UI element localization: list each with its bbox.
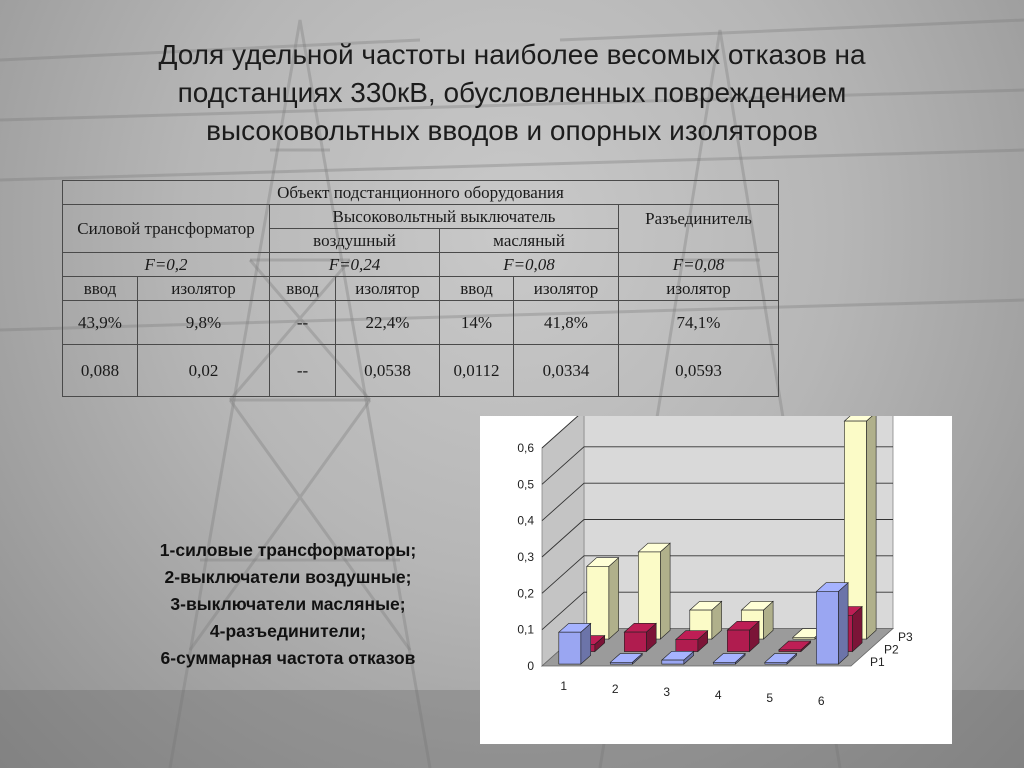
failure-table: [62, 180, 779, 397]
col-header: изолятор: [336, 277, 440, 301]
x-tick-label: 3: [663, 685, 671, 699]
chart-panel: [480, 416, 952, 744]
series-label: P2: [884, 642, 899, 657]
bar-chart-3d: [480, 416, 952, 744]
bar-p2-cat-5: [779, 650, 801, 652]
col-header: изолятор: [619, 277, 779, 301]
bar-p1-cat-6: [816, 592, 838, 665]
group-disconnector: Разъединитель: [619, 205, 779, 253]
percent-cell: 22,4%: [336, 301, 440, 345]
x-tick-label: 4: [714, 688, 722, 702]
value-cell: 0,088: [63, 345, 138, 397]
y-tick-label: 0,5: [517, 477, 534, 492]
value-cell: 0,0334: [514, 345, 619, 397]
percent-cell: 14%: [440, 301, 514, 345]
col-header: изолятор: [138, 277, 270, 301]
percent-cell: 9,8%: [138, 301, 270, 345]
y-tick-label: 0,6: [517, 441, 534, 455]
bar-p2-cat-2: [624, 632, 646, 652]
table-header: Объект подстанционного оборудования: [63, 181, 779, 205]
series-label: P3: [898, 629, 913, 644]
y-tick-label: 0,1: [517, 622, 534, 637]
col-header: ввод: [270, 277, 336, 301]
category-legend: [108, 537, 468, 672]
slide-title: [62, 36, 962, 150]
title-line-2: подстанциях 330кВ, обусловленных повреждением: [177, 77, 847, 108]
series-label: P1: [870, 654, 885, 669]
legend-line: 2-выключатели воздушные;: [164, 567, 412, 587]
x-tick-label: 1: [560, 679, 568, 693]
title-line-3: высоковольтных вводов и опорных изоляторов: [206, 115, 818, 146]
bar-p3-cat-5: [793, 637, 815, 639]
group-breaker: Высоковольтный выключатель: [270, 205, 619, 229]
bar-p3-cat-1-side: [609, 558, 619, 639]
sub-oil: масляный: [440, 229, 619, 253]
percent-cell: 74,1%: [619, 301, 779, 345]
percent-cell: 41,8%: [514, 301, 619, 345]
y-tick-label: 0,4: [517, 513, 534, 528]
y-tick-label: 0,2: [517, 586, 534, 601]
f-transformer: F=0,2: [63, 253, 270, 277]
bar-p1-cat-1: [559, 632, 581, 664]
f-oil: F=0,08: [440, 253, 619, 277]
x-tick-label: 6: [817, 694, 825, 708]
bar-p1-cat-5: [765, 662, 787, 664]
value-cell: 0,0593: [619, 345, 779, 397]
col-header: изолятор: [514, 277, 619, 301]
bar-p3-cat-6-side: [866, 416, 876, 639]
group-transformer: Силовой трансформатор: [63, 205, 270, 253]
percent-cell: --: [270, 301, 336, 345]
bar-p1-cat-4: [713, 662, 735, 664]
x-tick-label: 5: [766, 691, 774, 705]
legend-line: 3-выключатели масляные;: [170, 594, 406, 614]
legend-line: 1-силовые трансформаторы;: [159, 540, 417, 560]
y-tick-label: 0: [527, 659, 534, 673]
f-disconnector: F=0,08: [619, 253, 779, 277]
bar-p3-cat-2-side: [660, 543, 670, 639]
col-header: ввод: [63, 277, 138, 301]
bar-p1-cat-6-side: [838, 583, 848, 664]
value-cell: 0,0112: [440, 345, 514, 397]
percent-cell: 43,9%: [63, 301, 138, 345]
bar-p2-cat-4: [727, 630, 749, 652]
col-header: ввод: [440, 277, 514, 301]
value-cell: 0,0538: [336, 345, 440, 397]
bar-p2-cat-3: [676, 640, 698, 652]
bar-p1-cat-3: [662, 660, 684, 664]
legend-line: 6-суммарная частота отказов: [160, 648, 416, 668]
value-cell: 0,02: [138, 345, 270, 397]
x-tick-label: 2: [611, 682, 619, 696]
bar-p1-cat-2: [610, 662, 632, 664]
legend-line: 4-разъединители;: [209, 621, 367, 641]
sub-air: воздушный: [270, 229, 440, 253]
title-line-1: Доля удельной частоты наиболее весомых отказов на: [158, 39, 866, 70]
value-cell: --: [270, 345, 336, 397]
y-tick-label: 0,3: [517, 550, 534, 564]
f-air: F=0,24: [270, 253, 440, 277]
